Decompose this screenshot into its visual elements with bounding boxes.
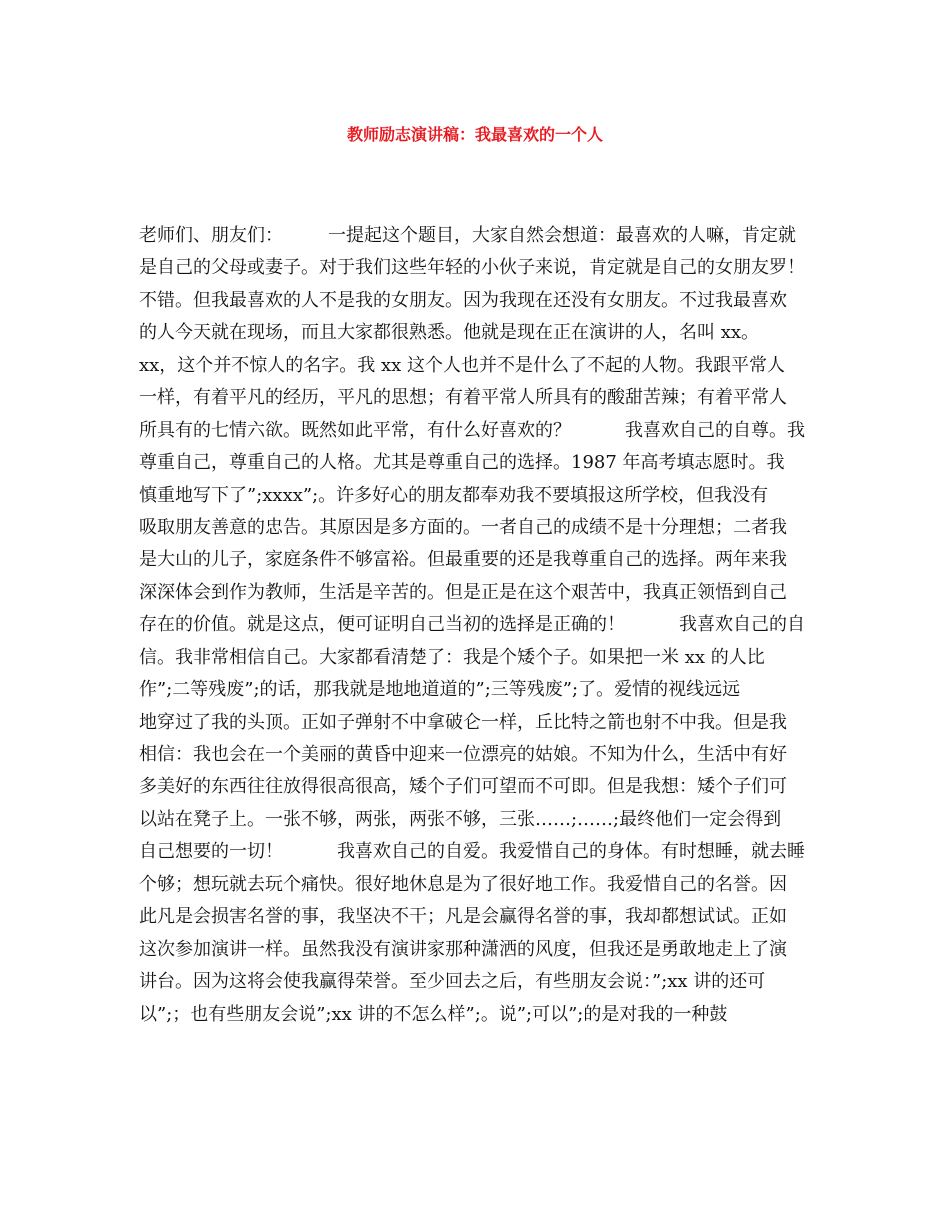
body-line: 老师们、朋友们： 一提起这个题目，大家自然会想道：最喜欢的人嘛，肯定就	[139, 225, 796, 246]
body-line: 的人今天就在现场，而且大家都很熟悉。他就是现在正在演讲的人，名叫 xx。	[139, 322, 760, 344]
body-line: 作”;二等残废”;的话，那我就是地地道道的”;三等残废”;了。爱情的视线远远	[139, 679, 741, 701]
body-line: 以”;；也有些朋友会说”;xx 讲的不怎么样”;。说”;可以”;的是对我的一种鼓	[139, 1003, 728, 1025]
body-line: 慎重地写下了”;xxxx”;。许多好心的朋友都奉劝我不要填报这所学校，但我没有	[139, 484, 769, 506]
body-line: xx，这个并不惊人的名字。我 xx 这个人也并不是什么了不起的人物。我跟平常人	[139, 354, 786, 376]
body-line: 讲台。因为这将会使我赢得荣誉。至少回去之后，有些朋友会说：”;xx 讲的还可	[139, 971, 766, 993]
body-line: 不错。但我最喜欢的人不是我的女朋友。因为我现在还没有女朋友。不过我最喜欢	[139, 289, 787, 311]
body-line: 所具有的七情六欲。既然如此平常，有什么好喜欢的？ 我喜欢自己的自尊。我	[139, 419, 805, 441]
document-title: 教师励志演讲稿：我最喜欢的一个人	[346, 125, 603, 144]
body-line: 信。我非常相信自己。大家都看清楚了：我是个矮个子。如果把一米 xx 的人比	[139, 646, 765, 668]
body-line: 地穿过了我的头顶。正如子弹射不中拿破仑一样，丘比特之箭也射不中我。但是我	[139, 711, 787, 733]
body-line: 以站在凳子上。一张不够，两张，两张不够，三张……;……;最终他们一定会得到	[139, 808, 782, 830]
body-line: 吸取朋友善意的忠告。其原因是多方面的。一者自己的成绩不是十分理想；二者我	[139, 516, 787, 538]
body-line: 是大山的儿子，家庭条件不够富裕。但最重要的还是我尊重自己的选择。两年来我	[139, 549, 787, 571]
body-line: 这次参加演讲一样。虽然我没有演讲家那种潇洒的风度，但我还是勇敢地走上了演	[139, 938, 787, 960]
body-line: 相信：我也会在一个美丽的黄昏中迎来一位漂亮的姑娘。不知为什么，生活中有好	[139, 744, 787, 765]
body-line: 存在的价值。就是这点，便可证明自己当初的选择是正确的！ 我喜欢自己的自	[139, 614, 805, 636]
document-body	[139, 220, 829, 1031]
body-line: 个够；想玩就去玩个痛快。很好地休息是为了很好地工作。我爱惜自己的名誉。因	[139, 873, 787, 895]
body-line: 是自己的父母或妻子。对于我们这些年轻的小伙子来说，肯定就是自己的女朋友罗！	[139, 257, 805, 279]
body-line: 此凡是会损害名誉的事，我坚决不干；凡是会赢得名誉的事，我却都想试试。正如	[139, 906, 787, 928]
body-line: 尊重自己，尊重自己的人格。尤其是尊重自己的选择。1987 年高考填志愿时。我	[139, 452, 785, 474]
body-line: 一样，有着平凡的经历，平凡的思想；有着平常人所具有的酸甜苦辣；有着平常人	[139, 387, 787, 409]
body-line: 多美好的东西往往放得很高很高，矮个子们可望而不可即。但是我想：矮个子们可	[139, 776, 787, 798]
body-line: 自己想要的一切！ 我喜欢自己的自爱。我爱惜自己的身体。有时想睡，就去睡	[139, 841, 805, 863]
body-line: 深深体会到作为教师，生活是辛苦的。但是正是在这个艰苦中，我真正领悟到自己	[139, 581, 787, 603]
